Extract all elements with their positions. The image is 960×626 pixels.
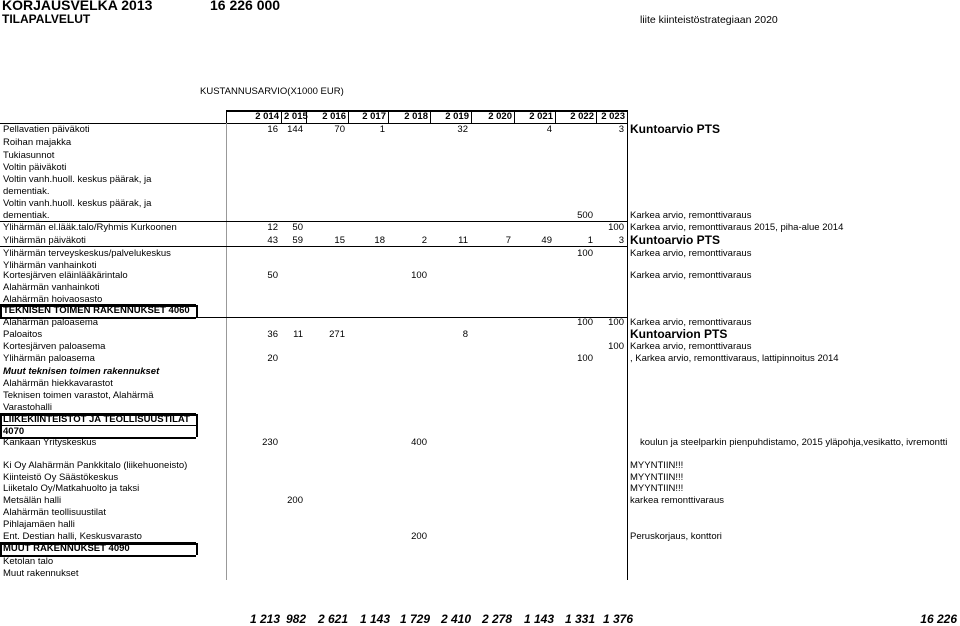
- table-cell-value: 2: [421, 235, 427, 246]
- table-row-name: Ylihärmän päiväkoti: [3, 235, 86, 246]
- table-row-name: Roihan majakka: [3, 137, 72, 148]
- table-row-name: Kortesjärven eläinlääkärintalo: [3, 270, 128, 281]
- report-title: KORJAUSVELKA 2013: [2, 0, 153, 13]
- table-cell-value: 3: [618, 124, 624, 135]
- table-cell-value: 70: [334, 124, 345, 135]
- table-row-note: Karkea arvio, remonttivaraus 2015, piha-alue 2014: [630, 222, 844, 233]
- table-cell-value: 200: [411, 531, 427, 542]
- table-cell-value: 500: [577, 210, 593, 221]
- table-cell-value: 4: [546, 124, 552, 135]
- table-cell-value: 400: [411, 437, 427, 448]
- table-row-name: TEKNISEN TOIMEN RAKENNUKSET 4060: [3, 305, 190, 316]
- table-row-note: koulun ja steelparkin pienpuhdistamo, 2015 yläpohja,vesikatto, ivremontti: [640, 437, 948, 448]
- table-cell-value: 11: [293, 329, 303, 340]
- table-row-name: Tukiasunnot: [3, 150, 55, 161]
- table-row-name: Kiinteistö Oy Säästökeskus: [3, 472, 119, 483]
- table-row-name: Muut teknisen toimen rakennukset: [3, 366, 160, 377]
- year-header-cell: 2 016: [322, 111, 346, 122]
- table-cell-value: 100: [577, 317, 593, 328]
- table-cell-value: 59: [292, 235, 303, 246]
- report-subtitle: TILAPALVELUT: [2, 12, 91, 26]
- table-cell-value: 18: [374, 235, 385, 246]
- table-cell-value: 43: [267, 235, 278, 246]
- table-row-name: Ylihärmän paloasema: [3, 353, 95, 364]
- table-row-name: dementiak.: [3, 210, 50, 221]
- total-cell: 2 410: [440, 612, 471, 626]
- table-row-name: Kankaan Yrityskeskus: [3, 437, 97, 448]
- table-cell-value: 16: [267, 124, 278, 135]
- total-cell: 1 213: [249, 612, 280, 626]
- total-cell: 2 621: [317, 612, 348, 626]
- table-row-name: Muut rakennukset: [3, 568, 79, 579]
- table-row-name: Ylihärmän terveyskeskus/palvelukeskus: [3, 248, 171, 259]
- table-cell-value: 100: [577, 353, 593, 364]
- report-total-header: 16 226 000: [210, 0, 281, 13]
- total-cell: 1 143: [523, 612, 554, 626]
- table-cell-value: 200: [287, 495, 303, 506]
- table-row-name: Metsälän halli: [3, 495, 62, 506]
- table-row-name: dementiak.: [3, 186, 50, 197]
- total-cell: 1 729: [399, 612, 430, 626]
- year-header-cell: 2 022: [570, 111, 594, 122]
- table-row-name: Pellavatien päiväkoti: [3, 124, 90, 135]
- table-row-name: Ketolan talo: [3, 556, 54, 567]
- table-cell-value: 11: [458, 235, 468, 246]
- table-cell-value: 1: [379, 124, 385, 135]
- year-header-cell: 2 014: [255, 111, 279, 122]
- table-row-note: Kuntoarvion PTS: [630, 327, 728, 341]
- table-row-note: Peruskorjaus, konttori: [630, 531, 722, 542]
- table-cell-value: 50: [292, 222, 303, 233]
- table-row-name: Liiketalo Oy/Matkahuolto ja taksi: [3, 483, 140, 494]
- table-cell-value: 100: [577, 248, 593, 259]
- table-row-note: MYYNTIIN!!!: [630, 472, 684, 483]
- table-cell-value: 50: [267, 270, 278, 281]
- table-cell-value: 7: [505, 235, 511, 246]
- table-row-name: Varastohalli: [3, 402, 52, 413]
- table-cell-value: 12: [267, 222, 278, 233]
- document-reference: liite kiinteistöstrategiaan 2020: [640, 14, 778, 26]
- table-row-name: Pihlajamäen halli: [3, 519, 75, 530]
- table-row-name: Paloaitos: [3, 329, 43, 340]
- table-row-name: MUUT RAKENNUKSET 4090: [3, 543, 130, 554]
- table-row-name: Ent. Destian halli, Keskusvarasto: [3, 531, 142, 542]
- table-cell-value: 15: [334, 235, 345, 246]
- table-row-name: Voltin vanh.huoll. keskus päärak, ja: [3, 198, 152, 209]
- table-row-name: Kortesjärven paloasema: [3, 341, 106, 352]
- table-row-name: Ylihärmän vanhainkoti: [3, 260, 97, 271]
- year-header-cell: 2 021: [529, 111, 553, 122]
- table-cell-value: 49: [541, 235, 552, 246]
- table-row-name: Voltin vanh.huoll. keskus päärak, ja: [3, 174, 152, 185]
- year-header-cell: 2 020: [488, 111, 512, 122]
- table-cell-value: 230: [262, 437, 278, 448]
- table-row-name: Ki Oy Alahärmän Pankkitalo (liikehuoneisto): [3, 460, 188, 471]
- year-header-cell: 2 019: [445, 111, 469, 122]
- total-cell: 1 376: [602, 612, 633, 626]
- table-cell-value: 1: [587, 235, 593, 246]
- grand-total: 16 226: [920, 612, 957, 626]
- table-cell-value: 100: [608, 341, 624, 352]
- table-row-name: Alahärmän vanhainkoti: [3, 282, 100, 293]
- table-row-note: Karkea arvio, remonttivaraus: [630, 317, 752, 328]
- table-cell-value: 20: [267, 353, 278, 364]
- table-row-name: Teknisen toimen varastot, Alahärmä: [3, 390, 154, 401]
- table-row-name: Alahärmän teollisuustilat: [3, 507, 106, 518]
- table-cell-value: 100: [608, 317, 624, 328]
- table-row-note: , Karkea arvio, remonttivaraus, lattipinnoitus 2014: [630, 353, 839, 364]
- table-row-note: Kuntoarvio PTS: [630, 122, 721, 136]
- table-row-name: LIIKEKIINTEISTÖT JA TEOLLISUUSTILAT: [3, 414, 190, 425]
- table-row-name: Ylihärmän el.lääk.talo/Ryhmis Kurkoonen: [3, 222, 177, 233]
- total-cell: 1 143: [359, 612, 390, 626]
- table-cell-value: 271: [329, 329, 345, 340]
- table-row-note: MYYNTIIN!!!: [630, 483, 684, 494]
- year-header-cell: 2 018: [404, 111, 428, 122]
- table-row-note: Karkea arvio, remonttivaraus: [630, 210, 752, 221]
- table-row-name: 4070: [3, 426, 25, 437]
- total-cell: 982: [285, 612, 306, 626]
- table-row-name: Alahärmän hiekkavarastot: [3, 378, 113, 389]
- table-cell-value: 100: [411, 270, 427, 281]
- table-cell-value: 100: [608, 222, 624, 233]
- table-cell-value: 3: [618, 235, 624, 246]
- table-row-note: Kuntoarvio PTS: [630, 233, 721, 247]
- table-cell-value: 144: [287, 124, 303, 135]
- table-cell-value: 36: [267, 329, 278, 340]
- table-row-note: Karkea arvio, remonttivaraus: [630, 341, 752, 352]
- table-row-name: Alahärmän paloasema: [3, 317, 99, 328]
- table-cell-value: 32: [457, 124, 468, 135]
- year-header-cell: 2 023: [601, 111, 625, 122]
- year-header-cell: 2 017: [362, 111, 386, 122]
- cost-estimate-caption: KUSTANNUSARVIO(X1000 EUR): [200, 86, 344, 97]
- total-cell: 1 331: [564, 612, 595, 626]
- table-cell-value: 8: [462, 329, 468, 340]
- table-row-note: Karkea arvio, remonttivaraus: [630, 248, 752, 259]
- table-row-note: MYYNTIIN!!!: [630, 460, 684, 471]
- table-row-name: Voltin päiväkoti: [3, 162, 67, 173]
- year-header-cell: 2 015: [284, 111, 308, 122]
- table-row-note: Karkea arvio, remonttivaraus: [630, 270, 752, 281]
- table-row-name: Alahärmän hoivaosasto: [3, 294, 103, 305]
- table-row-note: karkea remonttivaraus: [630, 495, 724, 506]
- total-cell: 2 278: [481, 612, 512, 626]
